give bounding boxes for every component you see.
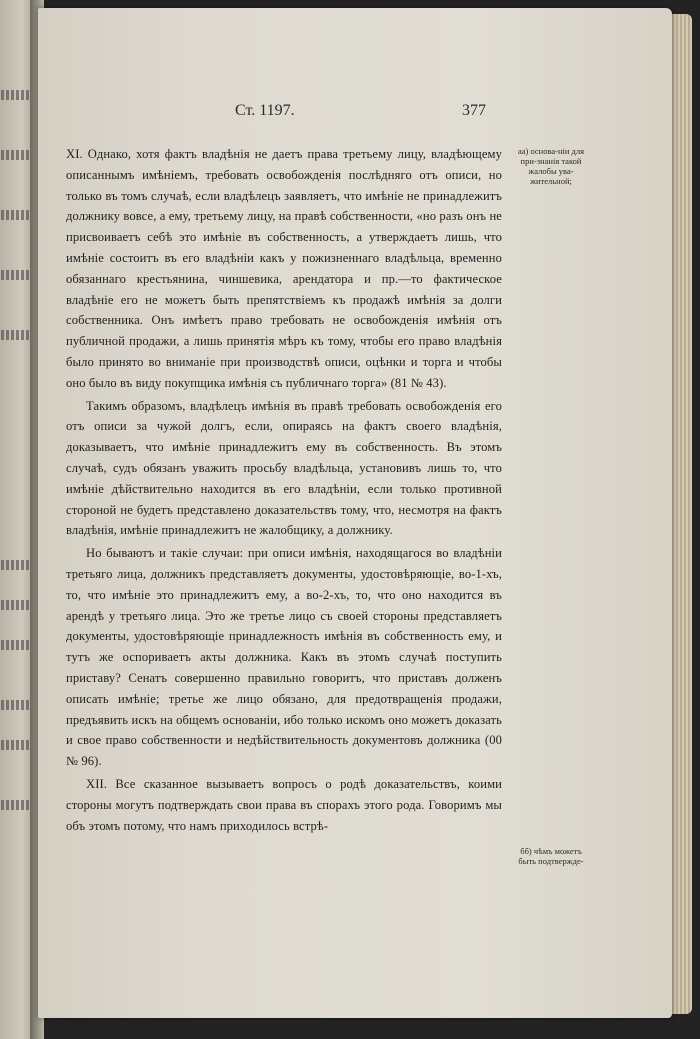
running-head-article: Ст. 1197. [235,102,295,119]
margin-note-bb: бб) чѣмъ можетъ быть подтвержде- [518,846,584,866]
paragraph-xii: XII. Все сказанное вызываетъ вопросъ о родѣ доказательствъ, коими стороны могутъ подтверждать свои права въ спорахъ этого рода. Говоримъ мы объ этомъ потому, что намъ приходилось встрѣ- [66,776,502,833]
page-number: 377 [462,102,486,119]
paragraph-xi: XI. Однако, хотя фактъ владѣнія не даетъ права третьему лицу, владѣющему описаннымъ имѣніемъ, требовать освобожденія послѣдняго отъ описи, но только въ томъ случаѣ, если владѣлецъ заявляетъ, что имѣніе не принадлежитъ должнику вовсе, а ему, третьему лицу, на правѣ собственности, «но разъ онъ не присвоиваетъ себѣ это имѣніе въ собственность, а утверждаетъ лишь, что имѣніе состоитъ въ его владѣніи какъ у пожизненнаго владѣльца, временно обязаннаго крестьянина, чиншевика, арендатора и пр.—то фактическое владѣніе его не можетъ быть препятствіемъ къ продажѣ имѣнія за долги собственника. Онъ имѣетъ право требовать не освобожденія имѣнія отъ публичной продажи, а лишь принятія мѣръ къ тому, чтобы его право владѣнія было принято во вниманіе при производствѣ описи, оцѣнки и торга и чтобы оно было въ виду покупщика имѣнія съ публичнаго торга» (81 № 43). [66,147,502,390]
body-text [66,144,502,836]
paragraph-no-byvayut: Но бываютъ и такіе случаи: при описи имѣнія, находящагося во владѣніи третьяго лица, должникъ представляетъ документы, удостовѣряющіе, во-1-хъ, то, что имѣніе это принадлежитъ ему, а во-2-хъ, то, что оно находится въ арендѣ у третьяго лица. Это же третье лицо съ своей стороны представляетъ документы, удостовѣряющіе принадлежность имѣнія въ собственность ему, и тутъ же оспориваетъ акты должника. Какъ въ этомъ случаѣ поступить приставу? Сенатъ совершенно правильно говоритъ, что приставъ долженъ описать имѣніе; третье же лицо обязано, для предотвращенія продажи, предъявить искъ на общемъ основаніи, ибо только искомъ оно можетъ доказать и свое право собственности и недѣйствительность документовъ должника (00 № 96). [66,546,502,769]
paragraph-takim-obrazom: Такимъ образомъ, владѣлецъ имѣнія въ правѣ требовать освобожденія его отъ описи за чужой долгъ, если, опираясь на фактъ своего владѣнія, доказываетъ, что имѣніе принадлежитъ ему въ собственность. Въ этомъ случаѣ, судъ обязанъ уважить просьбу владѣльца, установивъ лишь то, что имѣніе дѣйствительно находится въ его владѣніи, если только противной стороной не будетъ представлено доказательствъ тому, что, несмотря на фактъ владѣнія, имѣніе принадлежитъ не жалобщику, а должнику. [66,398,502,538]
margin-note-aa: аа) основа-ніи для при-знанія такой жалобы ува-жительной; [517,146,585,186]
